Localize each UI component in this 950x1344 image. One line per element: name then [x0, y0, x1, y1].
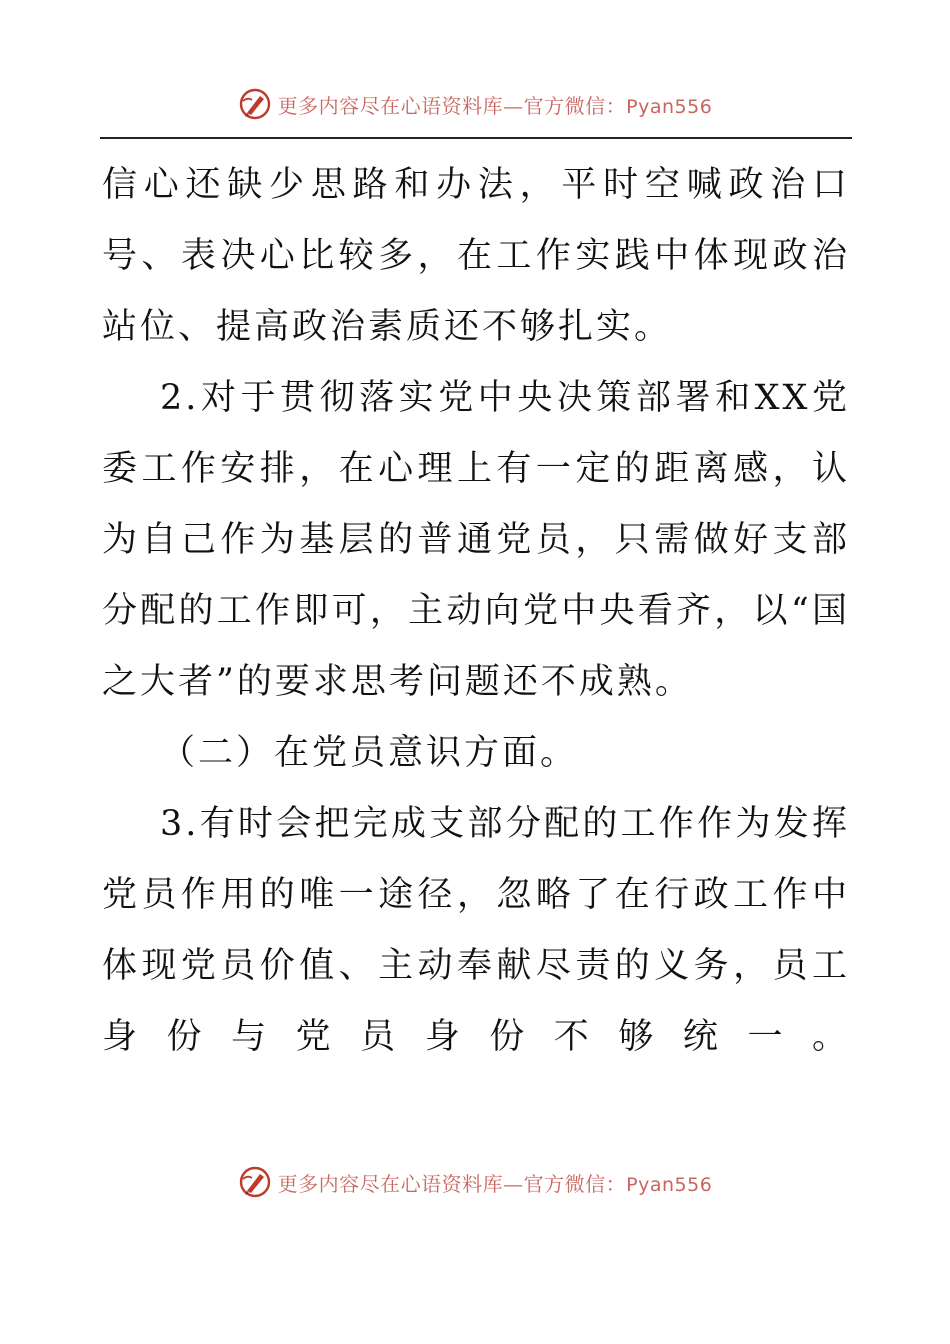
paragraph-1: 信心还缺少思路和办法，平时空喊政治口号、表决心比较多，在工作实践中体现政治站位、提高政治素质还不够扎实。: [102, 165, 850, 347]
header-banner-text: 更多内容尽在心语资料库—官方微信：Pyan556: [277, 93, 713, 118]
pen-logo-icon: [238, 87, 272, 121]
header-banner: [0, 84, 950, 124]
header-rule: [100, 137, 852, 139]
footer-banner: [0, 1162, 950, 1202]
footer-brand-id: Pyan556: [626, 1173, 713, 1196]
document-body: [102, 150, 850, 1073]
pen-logo-icon: [238, 1165, 272, 1199]
footer-banner-text: 更多内容尽在心语资料库—官方微信：Pyan556: [277, 1171, 713, 1196]
section-heading: （二）在党员意识方面。: [160, 733, 579, 773]
paragraph-2: 2.对于贯彻落实党中央决策部署和XX党委工作安排，在心理上有一定的距离感，认为自己作为基层的普通党员，只需做好支部分配的工作即可，主动向党中央看齐，以“国之大者”的要求思考问题还不成熟。: [102, 378, 850, 702]
header-brand-id: Pyan556: [626, 95, 713, 118]
paragraph-3: 3.有时会把完成支部分配的工作作为发挥党员作用的唯一途径，忽略了在行政工作中体现党员价值、主动奉献尽责的义务，员工身份与党员身份不够统一。: [102, 804, 850, 1057]
